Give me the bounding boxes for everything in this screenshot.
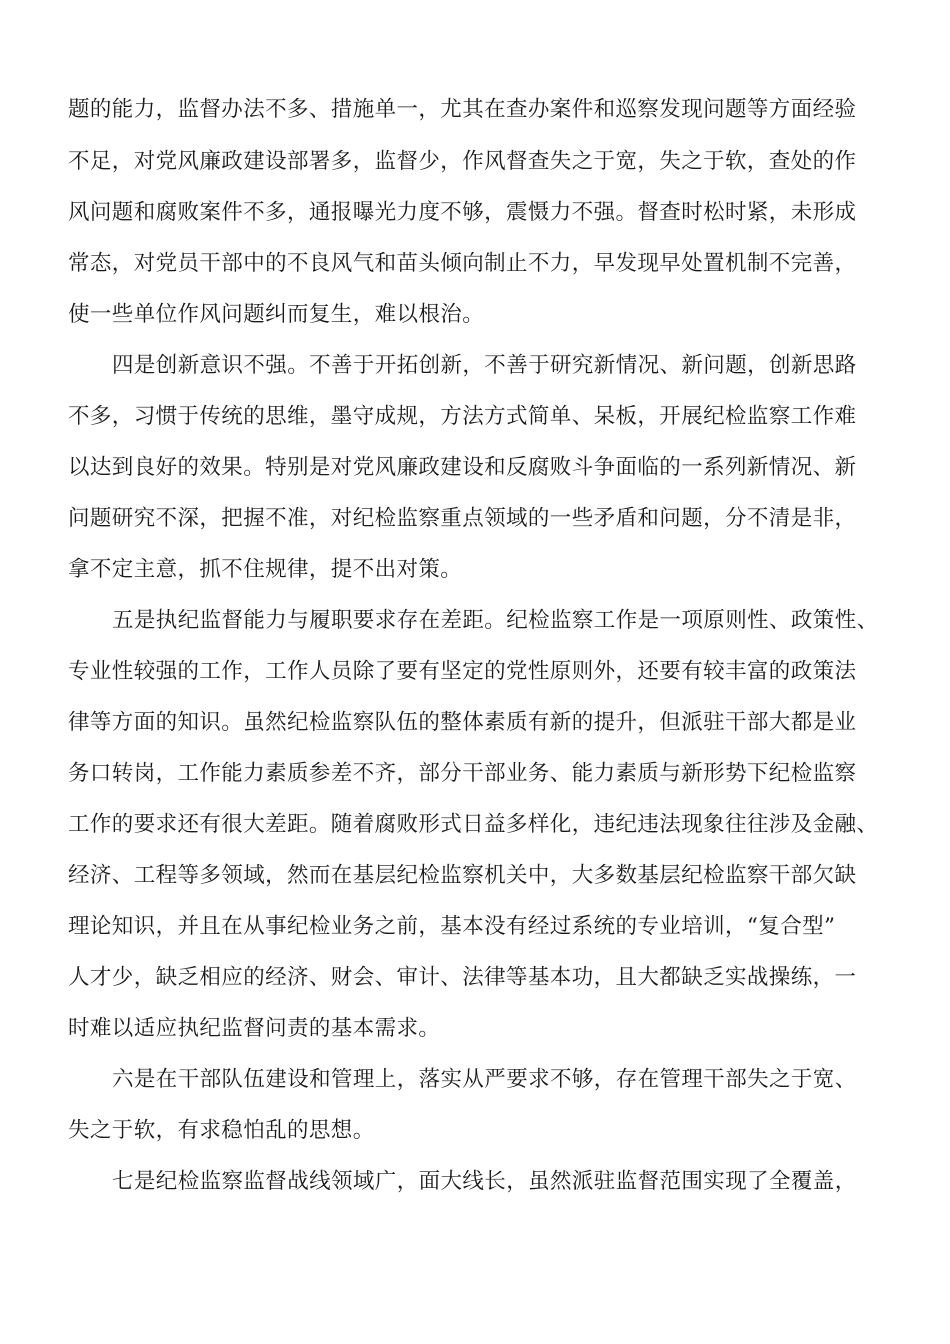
text-line: 人才少，缺乏相应的经济、财会、审计、法律等基本功，且大都缺乏实战操练，一 bbox=[68, 965, 857, 990]
text-line: 题的能力，监督办法不多、措施单一，尤其在查办案件和巡察发现问题等方面经验 bbox=[68, 97, 857, 122]
text-line: 工作的要求还有很大差距。随着腐败形式日益多样化，违纪违法现象往往涉及金融、 bbox=[68, 812, 879, 837]
text-line: 风问题和腐败案件不多，通报曝光力度不够，震慑力不强。督查时松时紧，未形成 bbox=[68, 200, 857, 225]
text-line: 不多，习惯于传统的思维，墨守成规，方法方式简单、呆板，开展纪检监察工作难 bbox=[68, 404, 857, 429]
text-line: 四是创新意识不强。不善于开拓创新，不善于研究新情况、新问题，创新思路 bbox=[112, 353, 857, 378]
text-line: 五是执纪监督能力与履职要求存在差距。纪检监察工作是一项原则性、政策性、 bbox=[112, 608, 879, 633]
text-line: 拿不定主意，抓不住规律，提不出对策。 bbox=[68, 557, 463, 582]
text-line: 失之于软，有求稳怕乱的思想。 bbox=[68, 1118, 375, 1143]
text-line: 不足，对党风廉政建设部署多，监督少，作风督查失之于宽，失之于软，查处的作 bbox=[68, 149, 857, 174]
text-line: 问题研究不深，把握不准，对纪检监察重点领域的一些矛盾和问题，分不清是非， bbox=[68, 506, 857, 531]
text-line: 以达到良好的效果。特别是对党风廉政建设和反腐败斗争面临的一系列新情况、新 bbox=[68, 455, 857, 480]
text-line: 律等方面的知识。虽然纪检监察队伍的整体素质有新的提升，但派驻干部大都是业 bbox=[68, 710, 857, 735]
text-line: 时难以适应执纪监督问责的基本需求。 bbox=[68, 1016, 441, 1041]
text-line: 务口转岗，工作能力素质参差不齐，部分干部业务、能力素质与新形势下纪检监察 bbox=[68, 761, 857, 786]
text-line: 六是在干部队伍建设和管理上，落实从严要求不够，存在管理干部失之于宽、 bbox=[112, 1067, 857, 1092]
text-line: 常态，对党员干部中的不良风气和苗头倾向制止不力，早发现早处置机制不完善， bbox=[68, 251, 857, 276]
text-line: 理论知识，并且在从事纪检业务之前，基本没有经过系统的专业培训，“复合型” bbox=[68, 914, 836, 939]
text-line: 经济、工程等多领域，然而在基层纪检监察机关中，大多数基层纪检监察干部欠缺 bbox=[68, 863, 857, 888]
text-line: 使一些单位作风问题纠而复生，难以根治。 bbox=[68, 302, 485, 327]
text-line: 专业性较强的工作，工作人员除了要有坚定的党性原则外，还要有较丰富的政策法 bbox=[68, 659, 857, 684]
text-line: 七是纪检监察监督战线领域广，面大线长，虽然派驻监督范围实现了全覆盖， bbox=[112, 1169, 857, 1194]
